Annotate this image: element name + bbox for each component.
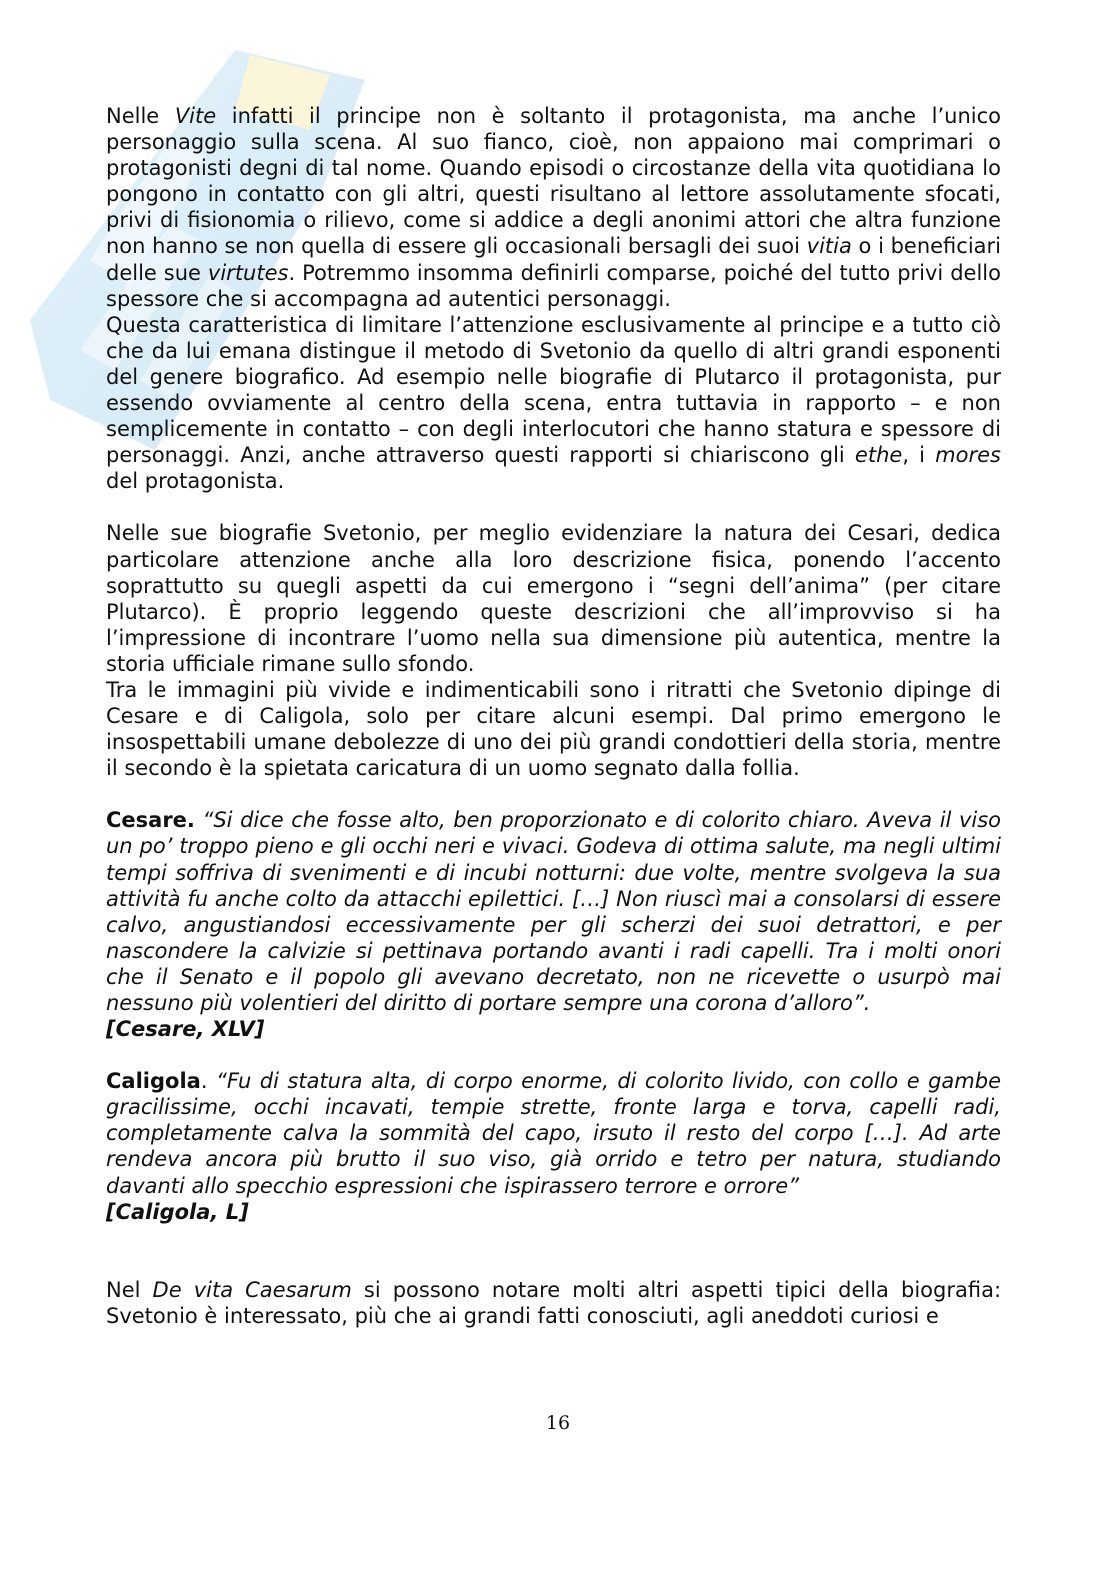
paragraph-de-vita-caesarum <box>106 1277 1001 1329</box>
italic-term-vite: Vite <box>174 104 217 128</box>
text-run: Questa caratteristica di limitare l’attenzione esclusivamente al principe e a tutto ciò che da lui emana distingue il metodo di Svetonio da quello di altri grandi esponenti del genere biografico. Ad esempio nelle biografie di Plutarco il protagonista, pur essendo ovviamente al centro della scena, entra tuttavia in rapporto – e non semplicemente in contatto – con degli interlocutori che hanno statura e spessore di personaggi. Anzi, anche attraverso questi rapporti si chiariscono gli <box>106 312 1001 468</box>
italic-term-virtutes: virtutes <box>207 260 289 285</box>
quote-text-caligola: “Fu di statura alta, di corpo enorme, di colorito livido, con collo e gambe gracilissime, occhi incavati, tempie strette, fronte larga e torva, capelli radi, completamente calva la sommità del capo, irsuto il resto del corpo […]. Ad arte rendeva ancora più brutto il suo viso, già orrido e tetro per natura, studiando davanti allo specchio espressioni che ispirassero terrore e orrore” <box>106 1069 1001 1198</box>
text-run: Nelle <box>106 104 175 128</box>
paragraph-vite <box>106 103 1001 312</box>
quote-label-cesare: Cesare. <box>106 808 195 833</box>
citation-caligola: [Caligola, L] <box>106 1199 249 1224</box>
page-number: 16 <box>545 1412 571 1434</box>
quote-label-caligola: Caligola <box>106 1069 201 1094</box>
text-run: , i <box>902 443 936 468</box>
page-body <box>106 103 1001 1329</box>
italic-term-ethe: ethe <box>854 443 903 468</box>
italic-title-de-vita-caesarum: De vita Caesarum <box>152 1277 352 1302</box>
text-run: infatti il principe non è soltanto il protagonista, ma anche l’unico personaggio sulla scena. Al suo fianco, cioè, non appaiono mai comprimari o protagonisti degni di tal nome. Quando episodi o circostanze della vita quotidiana lo pongono in contatto con gli altri, questi risultano al lettore assolutamente sfocati, privi di fisionomia o rilievo, come si addice a degli anonimi attori che altra funzione non hanno se non quella di essere gli occasionali bersagli dei suoi <box>106 104 1001 259</box>
paragraph-plutarco <box>106 312 1001 495</box>
text-run: Nel <box>106 1277 153 1302</box>
italic-term-vitia: vitia <box>806 234 852 259</box>
text-run: o i beneficiari delle sue <box>106 234 1002 285</box>
italic-term-mores: mores <box>935 443 1001 468</box>
quote-cesare <box>106 807 1001 1016</box>
text-run: . Potremmo insomma definirli comparse, poiché del tutto privi dello spessore che si accompagna ad autentici personaggi. <box>106 260 1001 311</box>
quote-label-dot: . <box>200 1069 208 1094</box>
quote-caligola <box>106 1068 1001 1198</box>
quote-text-cesare: “Si dice che fosse alto, ben proporzionato e di colorito chiaro. Aveva il viso un po’ troppo pieno e gli occhi neri e vivaci. Godeva di ottima salute, ma negli ultimi tempi soffriva di svenimenti e di incubi notturni: due volte, mentre svolgeva la sua attività fu anche colto da attacchi epilettici. […] Non riuscì mai a consolarsi di essere calvo, angustiandosi eccessivamente per gli scherzi dei suoi detrattori, e per nascondere la calvizie si pettinava portando avanti i radi capelli. Tra i molti onori che il Senato e il popolo gli avevano decretato, non ne ricevette o usurpò mai nessuno più volentieri del diritto di portare sempre una corona d’alloro”. <box>106 808 1001 1015</box>
text-run: si possono notare molti altri aspetti tipici della biografia: Svetonio è interessato, più che ai grandi fatti conosciuti, agli aneddoti curiosi e <box>106 1277 1002 1328</box>
paragraph-ritratti: Tra le immagini più vivide e indimenticabili sono i ritratti che Svetonio dipinge di Cesare e di Caligola, solo per citare alcuni esempi. Dal primo emergono le insospettabili umane debolezze di uno dei più grandi condottieri della storia, mentre il secondo è la spietata caricatura di un uomo segnato dalla follia. <box>106 677 1001 781</box>
paragraph-descrizione-fisica: Nelle sue biografie Svetonio, per meglio evidenziare la natura dei Cesari, dedica particolare attenzione anche alla loro descrizione fisica, ponendo l’accento soprattutto su quegli aspetti da cui emergono i “segni dell’anima” (per citare Plutarco). È proprio leggendo queste descrizioni che all’improvviso si ha l’impressione di incontrare l’uomo nella sua dimensione più autentica, mentre la storia ufficiale rimane sullo sfondo. <box>106 521 1001 676</box>
citation-cesare: [Cesare, XLV] <box>106 1017 265 1042</box>
text-run: del protagonista. <box>106 469 285 494</box>
